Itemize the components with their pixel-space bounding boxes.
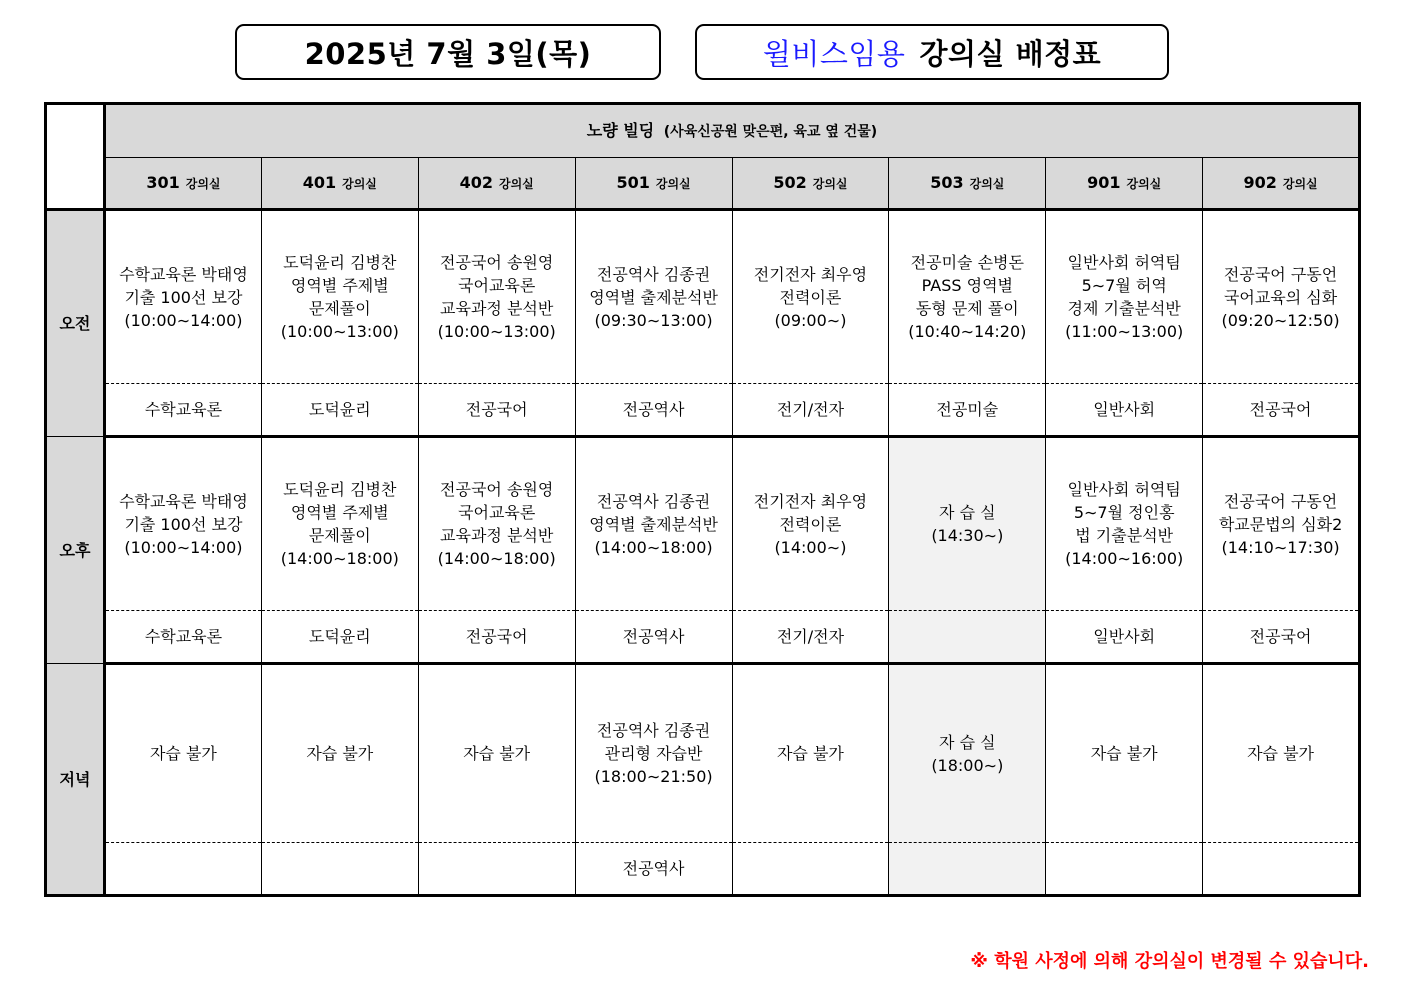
- room-header: [1046, 158, 1203, 210]
- room-unit: 강의실: [969, 176, 1005, 191]
- room-header: [575, 158, 732, 210]
- building-name: 노량 빌딩: [586, 120, 655, 140]
- class-cell: 전기전자 최우영 전력이론 (14:00∼): [732, 437, 889, 611]
- period-label-evening: 저녁: [46, 664, 105, 896]
- subject-cell: 전기/전자: [732, 611, 889, 664]
- class-cell: 도덕윤리 김병찬 영역별 주제별 문제풀이 (14:00∼18:00): [261, 437, 418, 611]
- room-header-row: [46, 158, 1360, 210]
- room-number: 902: [1243, 172, 1277, 192]
- class-cell: 자습 불가: [732, 664, 889, 843]
- subject-cell: 도덕윤리: [261, 384, 418, 437]
- subject-cell: 수학교육론: [105, 611, 262, 664]
- afternoon-class-row: [46, 437, 1360, 611]
- room-header: [105, 158, 262, 210]
- subject-cell: 전공국어: [418, 611, 575, 664]
- room-header: [1203, 158, 1360, 210]
- class-cell: 전공미술 손병돈 PASS 영역별 동형 문제 풀이 (10:40∼14:20): [889, 210, 1046, 384]
- subject-cell: 전기/전자: [732, 384, 889, 437]
- study-room-subject-cell: [889, 611, 1046, 664]
- subject-cell: [732, 843, 889, 896]
- class-cell: 전공국어 송원영 국어교육론 교육과정 분석반 (10:00∼13:00): [418, 210, 575, 384]
- class-cell: 자습 불가: [1046, 664, 1203, 843]
- room-number: 503: [930, 172, 964, 192]
- class-cell: 전기전자 최우영 전력이론 (09:00∼): [732, 210, 889, 384]
- class-cell: 전공역사 김종권 영역별 출제분석반 (14:00∼18:00): [575, 437, 732, 611]
- period-label-afternoon: 오후: [46, 437, 105, 664]
- room-unit: 강의실: [812, 176, 848, 191]
- class-cell: 전공역사 김종권 영역별 출제분석반 (09:30∼13:00): [575, 210, 732, 384]
- room-unit: 강의실: [1126, 176, 1162, 191]
- class-cell: 전공국어 구동언 국어교육의 심화 (09:20∼12:50): [1203, 210, 1360, 384]
- table-corner: [46, 104, 105, 210]
- subject-cell: 전공국어: [418, 384, 575, 437]
- classroom-schedule-table: [44, 102, 1361, 897]
- building-header: [105, 104, 1360, 158]
- class-cell: 전공국어 구동언 학교문법의 심화2 (14:10∼17:30): [1203, 437, 1360, 611]
- subject-cell: [1046, 843, 1203, 896]
- subject-cell: 전공역사: [575, 384, 732, 437]
- building-header-row: [46, 104, 1360, 158]
- room-header: [889, 158, 1046, 210]
- subject-cell: [1203, 843, 1360, 896]
- page-title-box: [695, 24, 1169, 80]
- room-unit: 강의실: [655, 176, 691, 191]
- room-header: [418, 158, 575, 210]
- subject-cell: 수학교육론: [105, 384, 262, 437]
- subject-cell: [418, 843, 575, 896]
- class-cell: 자습 불가: [261, 664, 418, 843]
- subject-cell: 전공국어: [1203, 384, 1360, 437]
- subject-cell: 일반사회: [1046, 611, 1203, 664]
- room-unit: 강의실: [342, 176, 377, 191]
- class-cell: 전공국어 송원영 국어교육론 교육과정 분석반 (14:00∼18:00): [418, 437, 575, 611]
- subject-cell: [261, 843, 418, 896]
- room-number: 401: [302, 172, 337, 192]
- class-cell: 일반사회 허역팀 5∼7월 정인홍 법 기출분석반 (14:00∼16:00): [1046, 437, 1203, 611]
- room-number: 502: [773, 172, 807, 192]
- room-number: 501: [616, 172, 650, 192]
- morning-class-row: [46, 210, 1360, 384]
- class-cell: 수학교육론 박태영 기출 100선 보강 (10:00∼14:00): [105, 210, 262, 384]
- subject-cell: 도덕윤리: [261, 611, 418, 664]
- room-header: [261, 158, 418, 210]
- page-title: 강의실 배정표: [919, 36, 1102, 71]
- subject-cell: 전공국어: [1203, 611, 1360, 664]
- class-cell: 도덕윤리 김병찬 영역별 주제별 문제풀이 (10:00∼13:00): [261, 210, 418, 384]
- brand-name: 윌비스임용: [762, 36, 906, 71]
- evening-class-row: [46, 664, 1360, 843]
- room-unit: 강의실: [1282, 176, 1318, 191]
- room-unit: 강의실: [185, 176, 221, 191]
- evening-subject-row: [46, 843, 1360, 896]
- subject-cell: 전공역사: [575, 843, 732, 896]
- subject-cell: 일반사회: [1046, 384, 1203, 437]
- study-room-subject-cell: [889, 843, 1046, 896]
- subject-cell: 전공역사: [575, 611, 732, 664]
- change-notice: ※ 학원 사정에 의해 강의실이 변경될 수 있습니다.: [970, 951, 1369, 972]
- class-cell: 일반사회 허역팀 5∼7월 허역 경제 기출분석반 (11:00∼13:00): [1046, 210, 1203, 384]
- class-cell: 전공역사 김종권 관리형 자습반 (18:00∼21:50): [575, 664, 732, 843]
- class-cell: 수학교육론 박태영 기출 100선 보강 (10:00∼14:00): [105, 437, 262, 611]
- study-room-cell: 자 습 실 (18:00∼): [889, 664, 1046, 843]
- date-title-box: [235, 24, 661, 80]
- room-number: 402: [459, 172, 493, 192]
- afternoon-subject-row: [46, 611, 1360, 664]
- class-cell: 자습 불가: [1203, 664, 1360, 843]
- room-number: 301: [146, 172, 180, 192]
- subject-cell: [105, 843, 262, 896]
- class-cell: 자습 불가: [105, 664, 262, 843]
- study-room-cell: 자 습 실 (14:30∼): [889, 437, 1046, 611]
- morning-subject-row: [46, 384, 1360, 437]
- class-cell: 자습 불가: [418, 664, 575, 843]
- subject-cell: 전공미술: [889, 384, 1046, 437]
- period-label-morning: 오전: [46, 210, 105, 437]
- building-location: (사육신공원 맞은편, 육교 옆 건물): [663, 123, 878, 140]
- room-header: [732, 158, 889, 210]
- room-number: 901: [1087, 172, 1121, 192]
- schedule-date: 2025년 7월 3일(목): [304, 36, 592, 71]
- room-unit: 강의실: [499, 176, 534, 191]
